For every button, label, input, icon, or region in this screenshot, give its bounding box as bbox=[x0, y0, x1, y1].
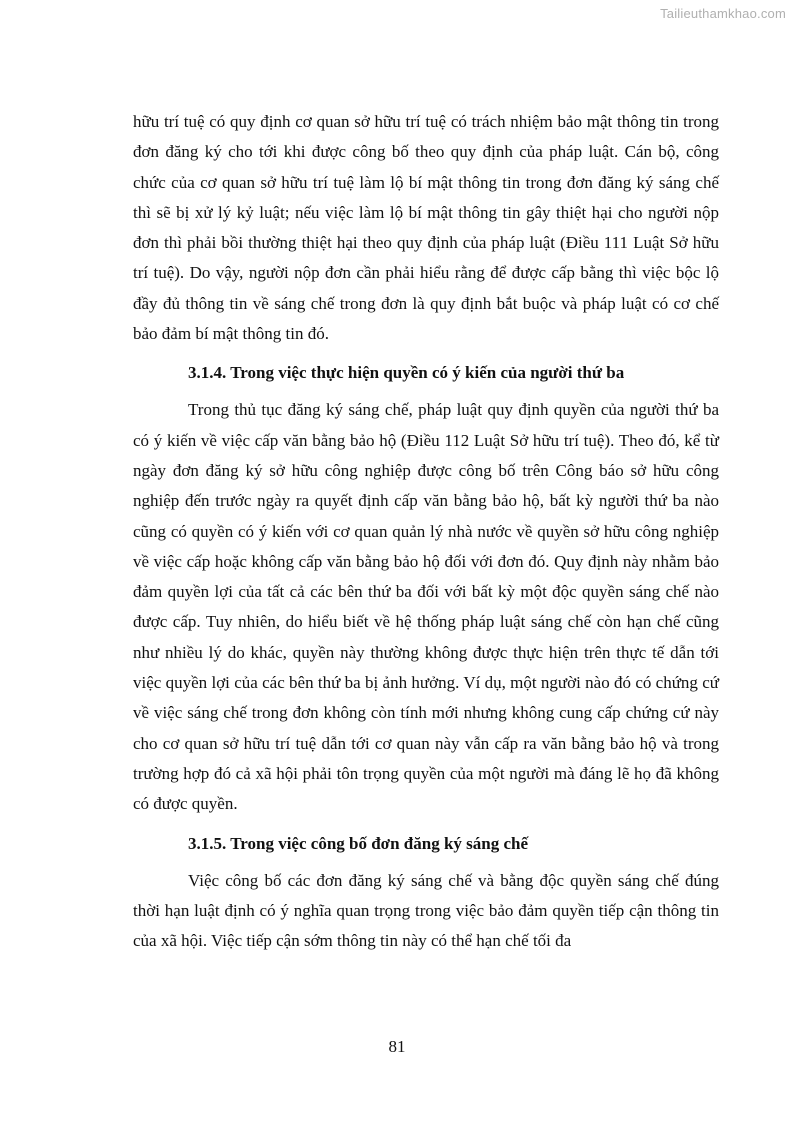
page-body bbox=[133, 107, 719, 956]
section-heading-3-1-4: 3.1.4. Trong việc thực hiện quyền có ý kiến của người thứ ba bbox=[188, 363, 625, 383]
watermark-text: Tailieuthamkhao.com bbox=[660, 6, 786, 21]
section-heading-3-1-5: 3.1.5. Trong việc công bố đơn đăng ký sáng chế bbox=[188, 833, 529, 853]
page-number: 81 bbox=[388, 1037, 406, 1056]
paragraph-third-party-opinion: Trong thủ tục đăng ký sáng chế, pháp luật quy định quyền của người thứ ba có ý kiến về việc cấp văn bằng bảo hộ (Điều 112 Luật Sở hữu trí tuệ). Theo đó, kể từ ngày đơn đăng ký sở hữu công nghiệp được công bố trên Công báo sở hữu công nghiệp đến trước ngày ra quyết định cấp văn bằng bảo hộ, bất kỳ người thứ ba nào cũng có quyền có ý kiến với cơ quan quản lý nhà nước về quyền sở hữu công nghiệp về việc cấp hoặc không cấp văn bằng bảo hộ đối với đơn đó. Quy định này nhằm bảo đảm quyền lợi của tất cả các bên thứ ba đối với bất kỳ một độc quyền sáng chế nào được cấp. Tuy nhiên, do hiểu biết về hệ thống pháp luật sáng chế còn hạn chế cũng như nhiều lý do khác, quyền này thường không được thực hiện trên thực tế dẫn tới việc quyền lợi của các bên thứ ba bị ảnh hưởng. Ví dụ, một người nào đó có chứng cứ về việc sáng chế trong đơn không còn tính mới nhưng không cung cấp chứng cứ này cho cơ quan sở hữu trí tuệ dẫn tới cơ quan này vẫn cấp ra văn bằng bảo hộ và trong trường hợp đó cả xã hội phải tôn trọng quyền của một người mà đáng lẽ họ đã không có được quyền. bbox=[133, 400, 719, 814]
paragraph-publication: Việc công bố các đơn đăng ký sáng chế và bằng độc quyền sáng chế đúng thời hạn luật định có ý nghĩa quan trọng trong việc bảo đảm quyền tiếp cận thông tin của xã hội. Việc tiếp cận sớm thông tin này có thể hạn chế tối đa bbox=[133, 870, 719, 951]
paragraph-confidentiality: hữu trí tuệ có quy định cơ quan sở hữu trí tuệ có trách nhiệm bảo mật thông tin trong đơn đăng ký cho tới khi được công bố theo quy định của pháp luật. Cán bộ, công chức của cơ quan sở hữu trí tuệ làm lộ bí mật thông tin trong đơn đăng ký sáng chế thì sẽ bị xử lý kỷ luật; nếu việc làm lộ bí mật thông tin gây thiệt hại cho người nộp đơn thì phải bồi thường thiệt hại theo quy định của pháp luật (Điều 111 Luật Sở hữu trí tuệ). Do vậy, người nộp đơn cần phải hiểu rằng để được cấp bằng thì việc bộc lộ đầy đủ thông tin về sáng chế trong đơn là quy định bắt buộc và pháp luật có cơ chế bảo đảm bí mật thông tin đó. bbox=[133, 112, 719, 344]
